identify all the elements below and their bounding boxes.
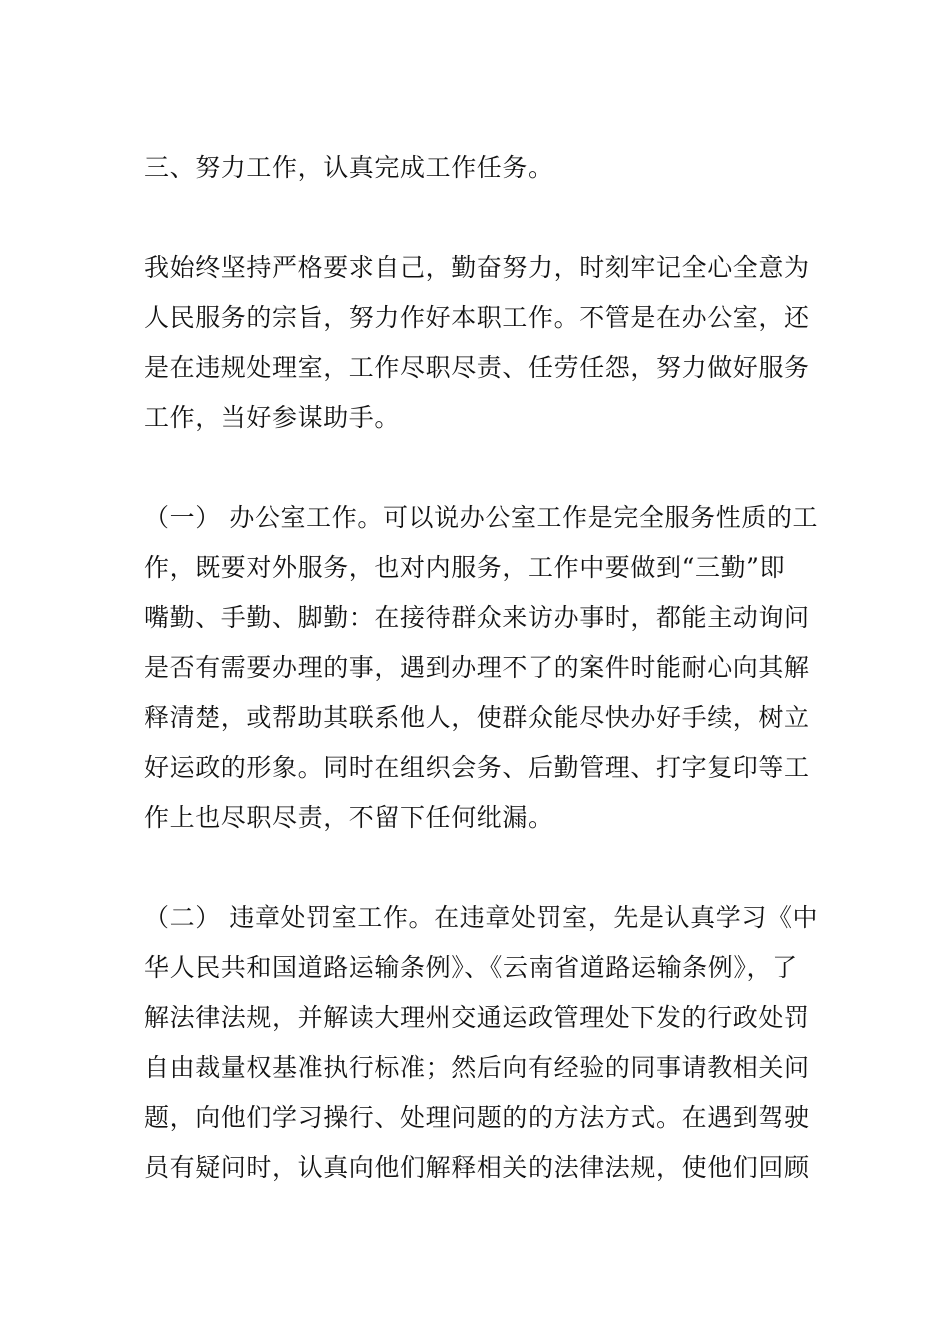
- paragraph-line: 解法律法规，并解读大理州交通运政管理处下发的行政处罚: [144, 1003, 810, 1032]
- paragraph-line: 作上也尽职尽责，不留下任何纰漏。: [144, 803, 554, 832]
- paragraph-line: 人民服务的宗旨，努力作好本职工作。不管是在办公室，还: [144, 303, 810, 332]
- section-heading: 三、努力工作，认真完成工作任务。: [144, 153, 554, 182]
- paragraph-line: 工作，当好参谋助手。: [144, 403, 401, 432]
- paragraph-line: 题，向他们学习操行、处理问题的的方法方式。在遇到驾驶: [144, 1103, 810, 1132]
- paragraph-line: 好运政的形象。同时在组织会务、后勤管理、打字复印等工: [144, 753, 810, 782]
- paragraph-line: 是在违规处理室，工作尽职尽责、任劳任怨，努力做好服务: [144, 353, 810, 382]
- paragraph-line: 员有疑问时，认真向他们解释相关的法律法规，使他们回顾: [144, 1153, 810, 1182]
- paragraph-line: （二） 违章处罚室工作。在违章处罚室，先是认真学习《中: [144, 903, 819, 932]
- paragraph-line: 作，既要对外服务，也对内服务，工作中要做到“三勤”即: [144, 553, 786, 582]
- paragraph-line: 释清楚，或帮助其联系他人，使群众能尽快办好手续，树立: [144, 703, 810, 732]
- paragraph-line: 自由裁量权基准执行标准；然后向有经验的同事请教相关问: [144, 1053, 810, 1082]
- paragraph-line: 华人民共和国道路运输条例》、《云南省道路运输条例》，了: [144, 953, 798, 982]
- paragraph-line: （一） 办公室工作。可以说办公室工作是完全服务性质的工: [144, 503, 819, 532]
- paragraph-line: 嘴勤、手勤、脚勤：在接待群众来访办事时，都能主动询问: [144, 603, 810, 632]
- paragraph-line: 我始终坚持严格要求自己，勤奋努力，时刻牢记全心全意为: [144, 253, 810, 282]
- paragraph-line: 是否有需要办理的事，遇到办理不了的案件时能耐心向其解: [144, 653, 810, 682]
